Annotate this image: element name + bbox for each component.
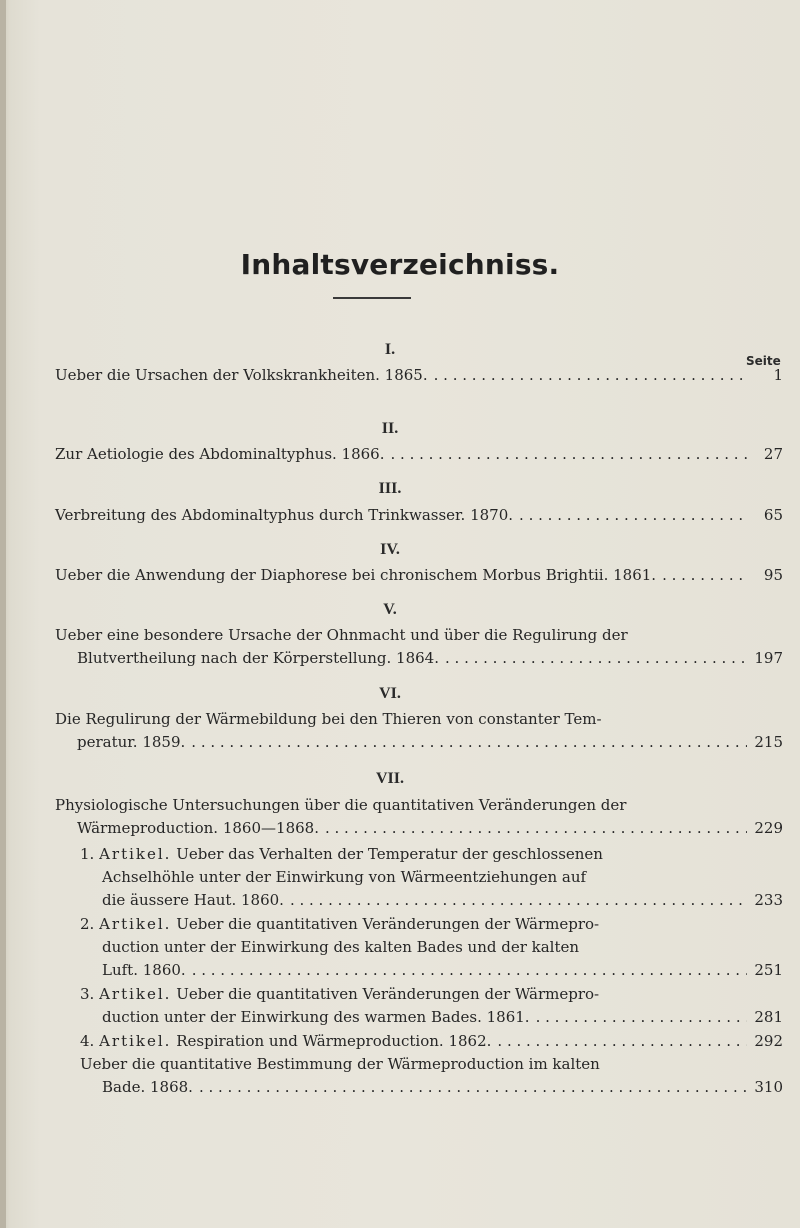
entry-title: Ueber die quantitativen Veränderungen der Wärmepro- [176, 915, 600, 933]
entry-title-continued: Achselhöhle unter der Einwirkung von Wärmeentziehungen auf [102, 868, 587, 886]
article-number: 2. [80, 915, 95, 933]
entry-title-continued: Wärmeproduction. 1860—1868. [77, 819, 319, 837]
entry-title: Ueber die Anwendung der Diaphorese bei chronischem Morbus Brightii. 1861. [55, 566, 657, 584]
toc-entry [55, 504, 783, 527]
entry-title: Respiration und Wärmeproduction. 1862. [176, 1032, 492, 1050]
page-binding-edge [0, 0, 6, 1228]
page-number: 310 [754, 1078, 783, 1096]
page-number: 292 [754, 1032, 783, 1050]
page-title: Inhaltsverzeichniss. [240, 248, 560, 281]
entry-title-continued: Blutvertheilung nach der Körperstellung. 1864. [77, 649, 439, 667]
toc-entry [55, 564, 783, 587]
entry-title-continued: Luft. 1860. [102, 961, 186, 979]
entry-title: Verbreitung des Abdominaltyphus durch Trinkwasser. 1870. [55, 506, 514, 524]
article-number: 1. [80, 845, 95, 863]
section-numeral: V. [383, 601, 397, 618]
dot-leader [290, 889, 747, 912]
entry-title: Ueber die quantitativen Veränderungen der Wärmepro- [176, 985, 600, 1003]
toc-entry [55, 443, 783, 466]
page-number: 65 [763, 506, 783, 524]
article-number: 3. [80, 985, 95, 1003]
article-number: 4. [80, 1032, 95, 1050]
section-numeral: I. [384, 341, 396, 358]
toc-entry [55, 624, 783, 670]
page-number: 233 [754, 891, 783, 909]
title-divider [333, 297, 411, 299]
section-numeral: VII. [375, 770, 404, 787]
entry-title: Physiologische Untersuchungen über die quantitativen Veränderungen der [55, 796, 627, 814]
section-numeral: II. [381, 420, 399, 437]
section-numeral: VI. [379, 685, 401, 702]
page-number: 27 [763, 445, 783, 463]
article-word: Artikel. [99, 915, 172, 933]
toc-sub-entry [80, 843, 783, 912]
entry-title: Zur Aetiologie des Abdominaltyphus. 1866. [55, 445, 385, 463]
dot-leader [662, 564, 747, 587]
dot-leader [434, 364, 747, 387]
entry-title: Ueber eine besondere Ursache der Ohnmacht und über die Regulirung der [55, 626, 628, 644]
dot-leader [192, 959, 747, 982]
entry-title: Ueber das Verhalten der Temperatur der geschlossenen [176, 845, 603, 863]
dot-leader [191, 731, 747, 754]
dot-leader [325, 817, 747, 840]
entry-title: Ueber die Ursachen der Volkskrankheiten. 1865. [55, 366, 428, 384]
article-word: Artikel. [99, 985, 172, 1003]
section-numeral: IV. [380, 541, 400, 558]
page-number: 281 [754, 1008, 783, 1026]
page-number: 1 [773, 366, 783, 384]
page-number: 95 [763, 566, 783, 584]
page-column-label: Seite [746, 354, 781, 368]
toc-entry [55, 364, 783, 387]
dot-leader [497, 1030, 747, 1053]
entry-title: Ueber die quantitative Bestimmung der Wärmeproduction im kalten [80, 1055, 600, 1073]
page-number: 215 [754, 733, 783, 751]
toc-entry [55, 708, 783, 754]
entry-title-continued: duction unter der Einwirkung des kalten Bades und der kalten [102, 938, 580, 956]
entry-title: Die Regulirung der Wärmebildung bei den Thieren von constanter Tem- [55, 710, 602, 728]
article-word: Artikel. [99, 1032, 172, 1050]
toc-entry [55, 794, 783, 840]
toc-sub-entry [80, 983, 783, 1029]
dot-leader [536, 1006, 747, 1029]
article-word: Artikel. [99, 845, 172, 863]
page-number: 251 [754, 961, 783, 979]
entry-title-continued: duction unter der Einwirkung des warmen Bades. 1861. [102, 1008, 530, 1026]
entry-title-continued: die äussere Haut. 1860. [102, 891, 284, 909]
entry-title-continued: peratur. 1859. [77, 733, 186, 751]
page-number: 197 [754, 649, 783, 667]
toc-sub-entry [80, 913, 783, 982]
page-number: 229 [754, 819, 783, 837]
entry-title-continued: Bade. 1868. [102, 1078, 193, 1096]
section-numeral: III. [378, 480, 402, 497]
dot-leader [391, 443, 748, 466]
dot-leader [199, 1076, 747, 1099]
toc-sub-entry [80, 1030, 783, 1053]
dot-leader [519, 504, 747, 527]
toc-sub-entry [80, 1053, 783, 1099]
dot-leader [445, 647, 747, 670]
